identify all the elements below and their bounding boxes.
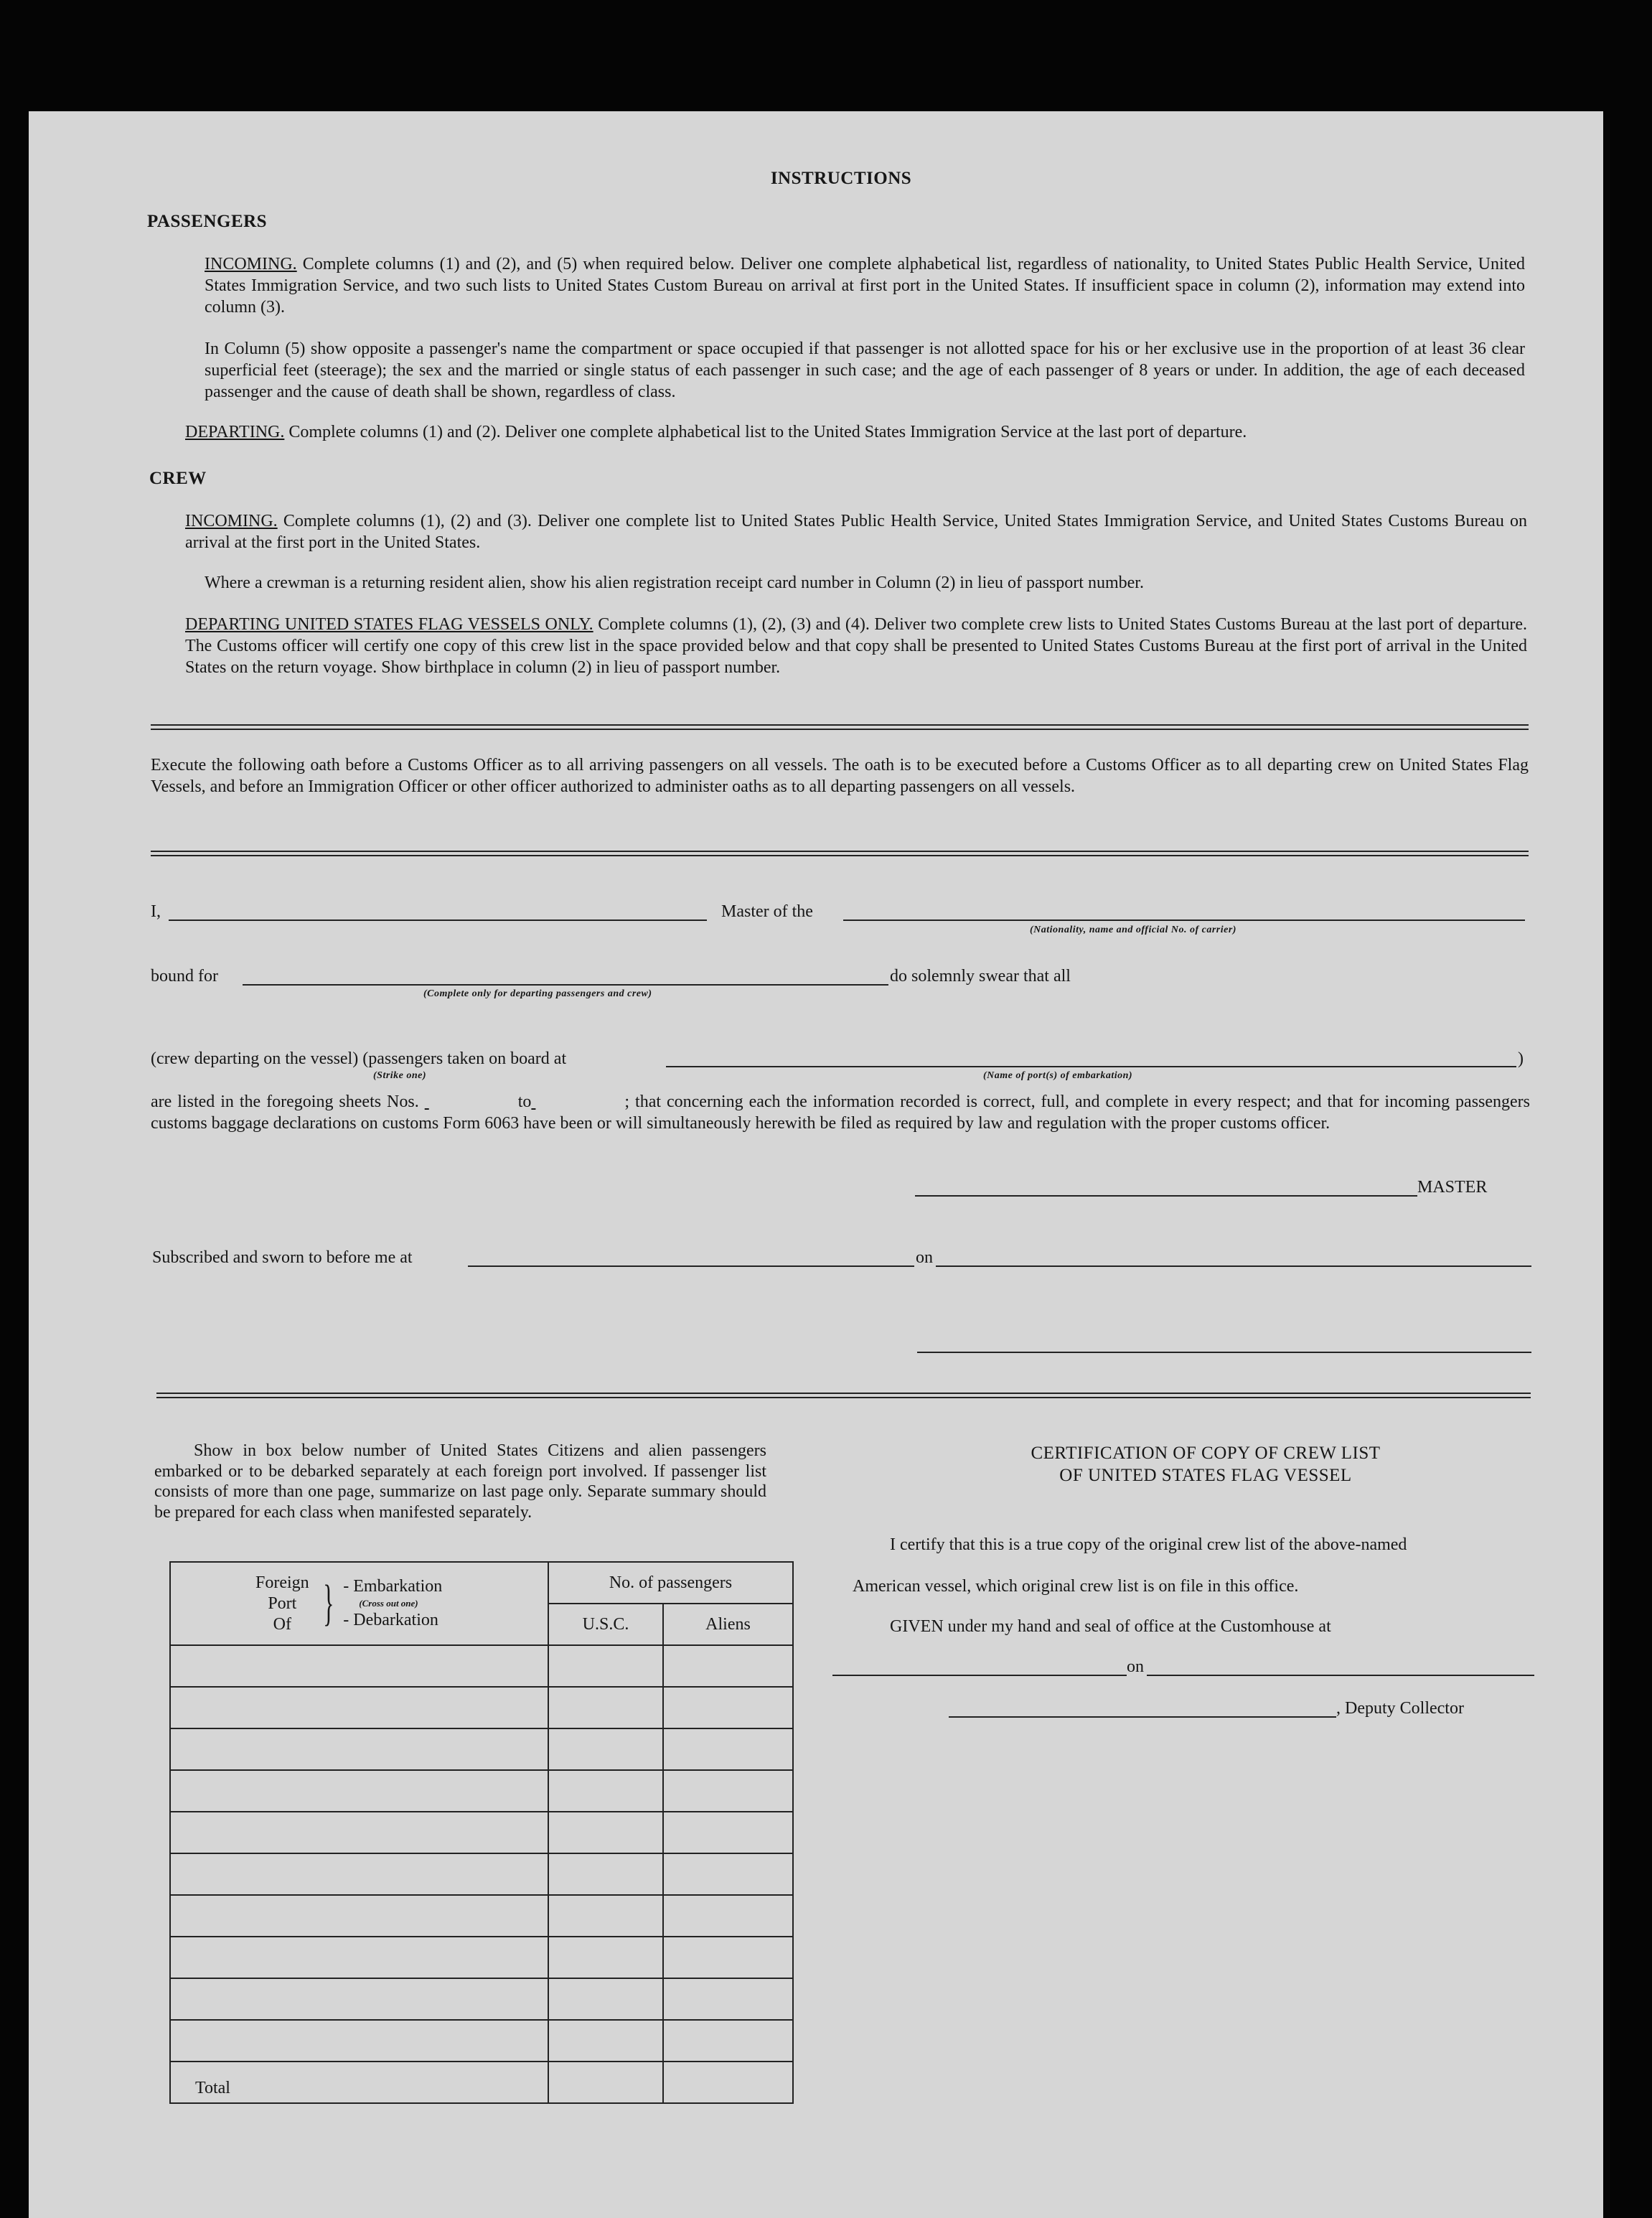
passengers-column5-paragraph: In Column (5) show opposite a passenger's name the compartment or space occupied if that passenger is not allotted space for his or her exclusive use in the proportion of at least 36 clear superficial feet (steerage); the sex and the married or single status of each passenger in such case; and the age of each passenger of 8 years or under. In addition, the age of each deceased passenger and the cause of death shall be shown, regardless of class.	[205, 340, 1525, 401]
of-label: Of	[273, 1614, 291, 1634]
passengers-heading: PASSENGERS	[147, 212, 268, 231]
usc-cell[interactable]	[548, 1937, 663, 1978]
passengers-departing-text: Complete columns (1) and (2). Deliver one complete alphabetical list to the United States Immigration Service at the last port of departure.	[288, 423, 1247, 441]
complete-only-caption: (Complete only for departing passengers and crew)	[423, 988, 652, 999]
master-of-label: Master of the	[721, 902, 813, 921]
passengers-incoming-paragraph	[205, 253, 1525, 318]
crew-incoming-text: Complete columns (1), (2) and (3). Deliver one complete list to United States Public Health Service, United States Immigration Service, and United States Customs Bureau on arrival at the first port in the United States.	[185, 512, 1528, 552]
crew-incoming-label: INCOMING.	[185, 512, 278, 530]
usc-cell[interactable]	[548, 1895, 663, 1937]
cross-out-caption: (Cross out one)	[359, 1598, 418, 1609]
ports-caption: (Name of port(s) of embarkation)	[983, 1070, 1133, 1081]
usc-cell[interactable]	[548, 1687, 663, 1728]
certification-date-field[interactable]	[1147, 1675, 1534, 1676]
port-cell[interactable]	[170, 1770, 548, 1812]
port-cell[interactable]	[170, 1645, 548, 1687]
summary-instructions: Show in box below number of United States Citizens and alien passengers embarked or to be debarked separately at each foreign port involved. If passenger list consists of more than one page, summarize on last page only. Separate summary should be prepared for each class when manifested separately.	[154, 1441, 766, 1522]
usc-cell[interactable]	[548, 2020, 663, 2062]
deputy-collector-signature-field[interactable]	[949, 1716, 1336, 1718]
bound-for-field[interactable]	[243, 984, 888, 986]
total-label-cell	[170, 2062, 548, 2103]
nationality-caption: (Nationality, name and official No. of carrier)	[1030, 925, 1236, 935]
usc-cell[interactable]	[548, 1853, 663, 1895]
i-label: I,	[151, 902, 161, 921]
usc-cell[interactable]	[548, 1728, 663, 1770]
officer-signature-field[interactable]	[917, 1352, 1531, 1353]
listed-paragraph	[151, 1091, 1530, 1134]
port-header-cell	[170, 1562, 548, 1645]
swear-label: do solemnly swear that all	[890, 967, 1071, 986]
aliens-cell[interactable]	[663, 1687, 793, 1728]
aliens-header: Aliens	[663, 1604, 793, 1645]
crew-departing-label: DEPARTING UNITED STATES FLAG VESSELS ONLY.	[185, 615, 593, 634]
bound-for-label: bound for	[151, 967, 218, 986]
embarkation-ports-field[interactable]	[666, 1066, 1516, 1067]
aliens-cell[interactable]	[663, 1937, 793, 1978]
aliens-cell[interactable]	[663, 1853, 793, 1895]
passenger-summary-table	[169, 1561, 794, 2104]
aliens-cell[interactable]	[663, 1728, 793, 1770]
customhouse-place-field[interactable]	[832, 1675, 1127, 1676]
passengers-departing-paragraph	[185, 421, 1527, 443]
sworn-on-label: on	[916, 1248, 933, 1267]
foreign-label: Foreign	[255, 1573, 309, 1592]
certification-on-label: on	[1127, 1657, 1144, 1676]
close-paren: )	[1518, 1049, 1524, 1068]
aliens-cell[interactable]	[663, 1895, 793, 1937]
divider-3	[156, 1393, 1531, 1398]
master-signature-field[interactable]	[915, 1195, 1417, 1197]
port-cell[interactable]	[170, 1937, 548, 1978]
port-cell[interactable]	[170, 1853, 548, 1895]
aliens-cell[interactable]	[663, 2020, 793, 2062]
form-page	[29, 111, 1603, 2218]
carrier-field[interactable]	[843, 920, 1525, 921]
aliens-cell[interactable]	[663, 1645, 793, 1687]
total-label: Total	[195, 2079, 230, 2097]
usc-cell[interactable]	[548, 1770, 663, 1812]
usc-header: U.S.C.	[548, 1604, 663, 1645]
sheet-from-field[interactable]	[425, 1091, 518, 1113]
certification-title-line2: OF UNITED STATES FLAG VESSEL	[1059, 1466, 1352, 1485]
debarkation-option[interactable]: - Debarkation	[343, 1611, 438, 1629]
crew-departing-label: (crew departing on the vessel) (passengers taken on board at	[151, 1049, 567, 1068]
usc-cell[interactable]	[548, 1978, 663, 2020]
listed-prefix: are listed in the foregoing sheets Nos.	[151, 1092, 419, 1111]
master-name-field[interactable]	[169, 920, 707, 921]
embarkation-option[interactable]: - Embarkation	[343, 1577, 443, 1596]
page-title: INSTRUCTIONS	[770, 169, 912, 188]
deputy-collector-label: , Deputy Collector	[1336, 1699, 1464, 1718]
no-passengers-header: No. of passengers	[548, 1562, 793, 1604]
divider-1	[151, 724, 1529, 730]
port-cell[interactable]	[170, 1687, 548, 1728]
port-cell[interactable]	[170, 1812, 548, 1853]
strike-caption: (Strike one)	[373, 1070, 427, 1081]
divider-2	[151, 851, 1529, 856]
aliens-cell[interactable]	[663, 1770, 793, 1812]
certification-title-line1: CERTIFICATION OF COPY OF CREW LIST	[1031, 1443, 1381, 1463]
port-cell[interactable]	[170, 1978, 548, 2020]
master-label: MASTER	[1417, 1178, 1488, 1197]
aliens-total-cell[interactable]	[663, 2062, 793, 2103]
crew-resident-paragraph: Where a crewman is a returning resident alien, show his alien registration receipt card number in Column (2) in lieu of passport number.	[205, 574, 1144, 592]
port-cell[interactable]	[170, 1728, 548, 1770]
certification-line1: I certify that this is a true copy of the original crew list of the above-named	[890, 1535, 1407, 1554]
port-cell[interactable]	[170, 2020, 548, 2062]
usc-total-cell[interactable]	[548, 2062, 663, 2103]
aliens-cell[interactable]	[663, 1978, 793, 2020]
sworn-date-field[interactable]	[936, 1265, 1531, 1267]
brace-symbol: }	[322, 1576, 334, 1631]
crew-departing-text: Complete columns (1), (2), (3) and (4). Deliver two complete crew lists to United States Customs Bureau at the last port of departure. The Customs officer will certify one copy of this crew list in the space provided below and that copy shall be presented to United States Customs Bureau at the first port of arrival in the United States on the return voyage. Show birthplace in column (2) in lieu of passport number.	[185, 615, 1528, 677]
aliens-cell[interactable]	[663, 1812, 793, 1853]
certification-line2: American vessel, which original crew list is on file in this office.	[853, 1577, 1299, 1596]
crew-departing-paragraph	[185, 614, 1527, 678]
port-cell[interactable]	[170, 1895, 548, 1937]
sheet-to-field[interactable]	[531, 1091, 624, 1113]
passengers-incoming-text: Complete columns (1) and (2), and (5) when required below. Deliver one complete alphabetical list, regardless of nationality, to United States Public Health Service, United States Immigration Service, and two such lists to United States Custom Bureau on arrival at first port in the United States. If insufficient space in column (2), information may extend into column (3).	[205, 255, 1525, 317]
usc-cell[interactable]	[548, 1812, 663, 1853]
listed-text: ; that concerning each the information recorded is correct, full, and complete in every respect; and that for incoming passengers customs baggage declarations on customs Form 6063 have been or will simultaneously herewith be filed as required by law and regulation with the proper customs officer.	[151, 1092, 1531, 1133]
certification-line3: GIVEN under my hand and seal of office at the Customhouse at	[890, 1617, 1331, 1636]
passengers-departing-label: DEPARTING.	[185, 423, 285, 441]
oath-intro: Execute the following oath before a Customs Officer as to all arriving passengers on all vessels. The oath is to be executed before a Customs Officer as to all departing crew on United States Flag Vessels, and before an Immigration Officer or other officer authorized to administer oaths as to all departing passengers on all vessels.	[151, 756, 1529, 796]
crew-incoming-paragraph	[185, 510, 1527, 553]
certification-title	[876, 1442, 1536, 1487]
passengers-incoming-label: INCOMING.	[205, 255, 297, 273]
subscribed-label: Subscribed and sworn to before me at	[152, 1248, 413, 1267]
sworn-place-field[interactable]	[468, 1265, 914, 1267]
crew-heading: CREW	[149, 469, 207, 488]
to-label: to	[517, 1092, 532, 1111]
usc-cell[interactable]	[548, 1645, 663, 1687]
port-label: Port	[268, 1594, 297, 1613]
